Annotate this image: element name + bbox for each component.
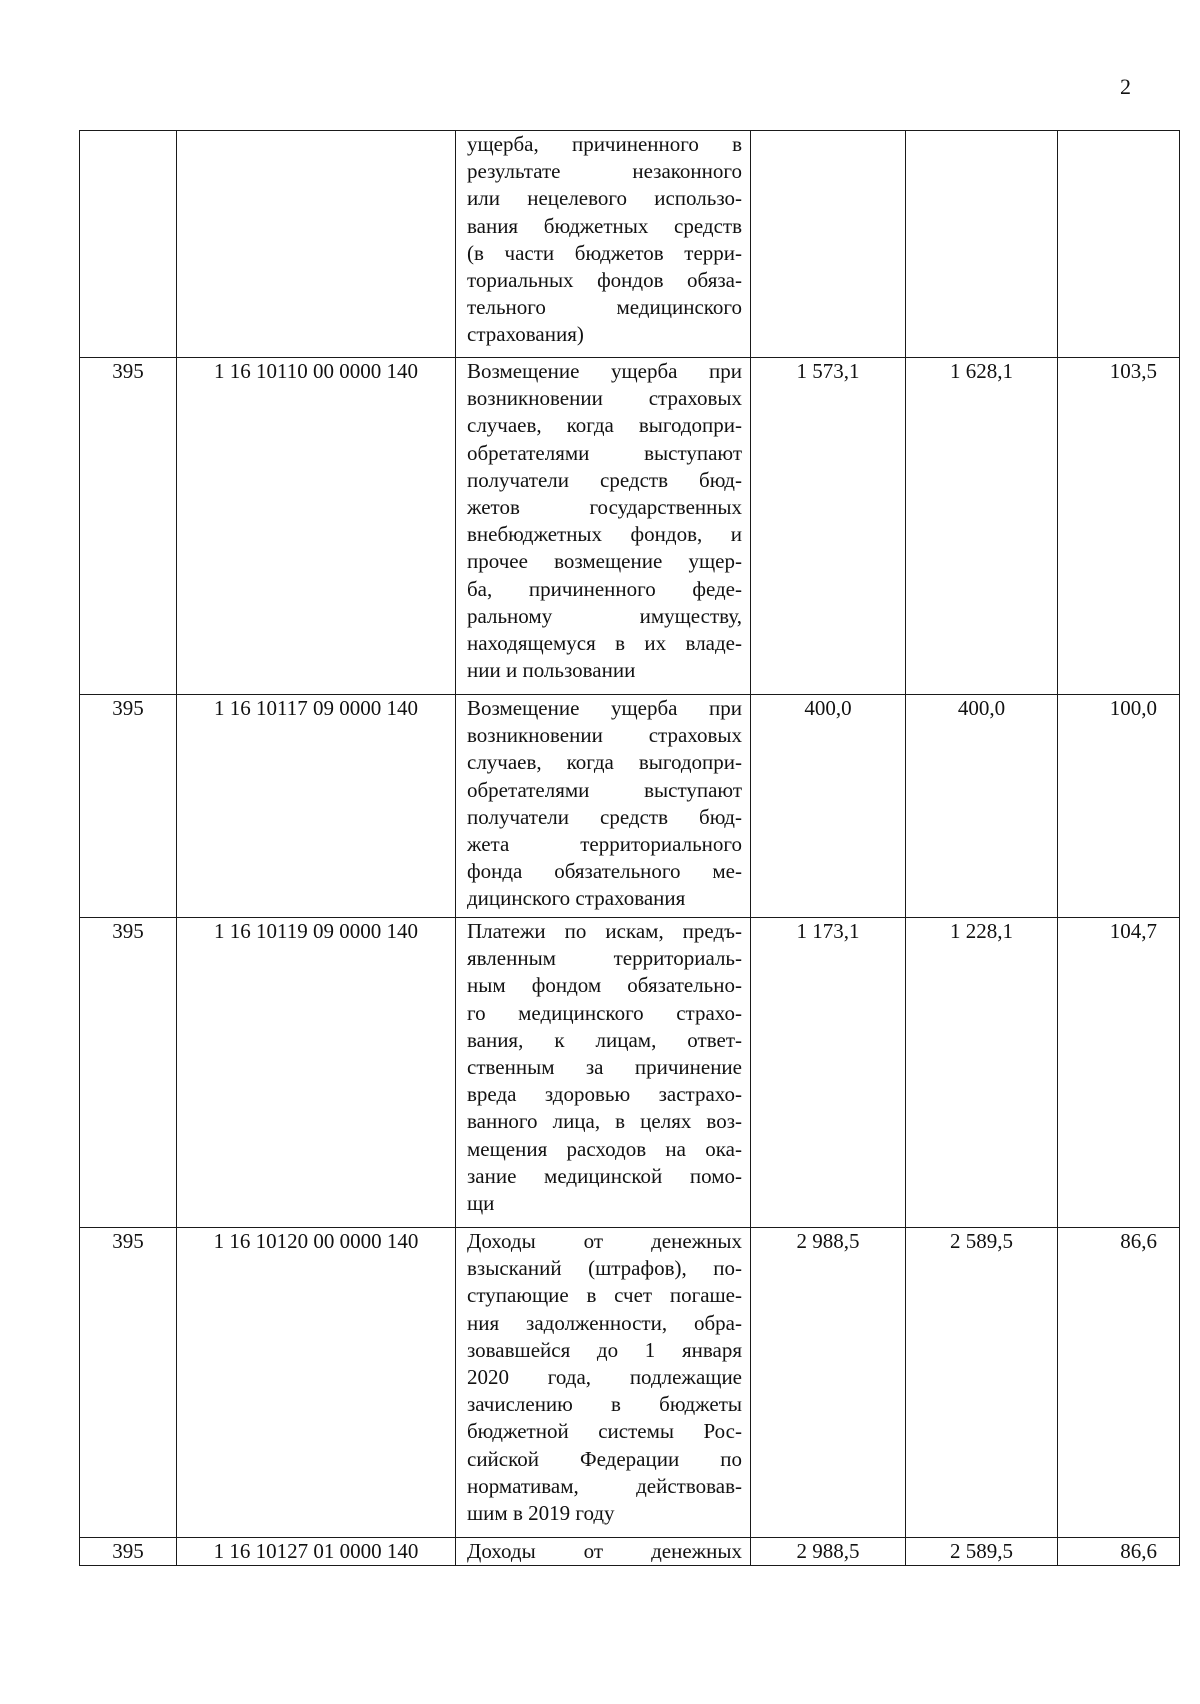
actual-value-cell: 1 628,1 [906,358,1058,695]
plan-value-cell: 1 173,1 [751,918,906,1228]
description-line: случаев, когда выгодопри- [467,413,742,438]
description-line: фонда обязательного ме- [467,859,742,884]
description-line: возникновении страховых [467,386,742,411]
description-line: Возмещение ущерба при [467,359,742,383]
kbk-code-cell: 1 16 10127 01 0000 140 [177,1538,456,1566]
table-row [80,1538,1180,1566]
description-line: жетов государственных [467,495,742,520]
description-line: ным фондом обязательно- [467,973,742,998]
description-line: ванного лица, в целях воз- [467,1109,742,1134]
admin-code-cell: 395 [80,1538,177,1566]
description-line: вреда здоровью застрахо- [467,1082,742,1107]
description-line: щи [467,1191,495,1216]
description-cell [456,131,751,358]
table-row [80,1228,1180,1538]
description-line: явленным территориаль- [467,946,742,971]
admin-code-cell [80,131,177,358]
description-line: нии и пользовании [467,658,636,683]
description-cell [456,1538,751,1566]
description-line: результате незаконного [467,159,742,184]
description-line: прочее возмещение ущер- [467,549,742,574]
description-line: тельного медицинского [467,295,742,320]
percent-cell: 100,0 [1058,695,1180,918]
description-line: или нецелевого использо- [467,186,742,211]
admin-code-cell: 395 [80,1228,177,1538]
kbk-code-cell: 1 16 10120 00 0000 140 [177,1228,456,1538]
description-cell [456,1228,751,1538]
kbk-code-cell: 1 16 10110 00 0000 140 [177,358,456,695]
table-row [80,918,1180,1228]
percent-cell: 86,6 [1058,1538,1180,1566]
plan-value-cell: 2 988,5 [751,1228,906,1538]
description-line: зание медицинской помо- [467,1163,742,1188]
description-line: шим в 2019 году [467,1501,615,1526]
description-line: находящемуся в их владе- [467,631,742,656]
description-cell [456,358,751,695]
plan-value-cell [751,131,906,358]
description-line: ственным за причинение [467,1055,742,1080]
kbk-code-cell: 1 16 10119 09 0000 140 [177,918,456,1228]
description-line: сийской Федерации по [467,1446,742,1471]
description-line: случаев, когда выгодопри- [467,750,742,775]
admin-code-cell: 395 [80,918,177,1228]
percent-cell: 104,7 [1058,918,1180,1228]
admin-code-cell: 395 [80,358,177,695]
table-row [80,358,1180,695]
description-line: дицинского страхования [467,886,686,911]
actual-value-cell: 2 589,5 [906,1538,1058,1566]
description-line: ба, причиненного феде- [467,576,742,601]
plan-value-cell: 1 573,1 [751,358,906,695]
description-line: 2020 года, подлежащие [467,1365,742,1390]
kbk-code-cell [177,131,456,358]
description-line: бюджетной системы Рос- [467,1419,742,1444]
description-line: го медицинского страхо- [467,1000,742,1025]
description-line: возникновении страховых [467,723,742,748]
description-line: ступающие в счет погаше- [467,1283,742,1308]
description-cell [456,695,751,918]
description-line: получатели средств бюд- [467,804,742,829]
page-number: 2 [1120,74,1131,99]
actual-value-cell: 1 228,1 [906,918,1058,1228]
description-line: ториальных фондов обяза- [467,268,742,293]
admin-code-cell: 395 [80,695,177,918]
description-line: страхования) [467,322,584,347]
percent-cell [1058,131,1180,358]
description-line: нормативам, действовав- [467,1473,742,1498]
table-row [80,131,1180,358]
description-line: зачислению в бюджеты [467,1392,742,1417]
description-line: Возмещение ущерба при [467,696,742,720]
description-line: зовавшейся до 1 января [467,1337,742,1362]
actual-value-cell [906,131,1058,358]
description-line: Платежи по искам, предъ- [467,919,742,943]
percent-cell: 86,6 [1058,1228,1180,1538]
revenue-table [79,130,1180,1566]
description-line: ральному имуществу, [467,603,742,628]
description-line: внебюджетных фондов, и [467,522,742,547]
description-line: Доходы от денежных [467,1229,742,1253]
description-line: ущерба, причиненного в [467,132,742,156]
description-line: вания бюджетных средств [467,213,742,238]
description-cell [456,918,751,1228]
description-line: (в части бюджетов терри- [467,240,742,265]
plan-value-cell: 400,0 [751,695,906,918]
description-line: обретателями выступают [467,440,742,465]
kbk-code-cell: 1 16 10117 09 0000 140 [177,695,456,918]
description-line: получатели средств бюд- [467,467,742,492]
table-row [80,695,1180,918]
description-line: обретателями выступают [467,777,742,802]
percent-cell: 103,5 [1058,358,1180,695]
description-line: жета территориального [467,832,742,857]
actual-value-cell: 400,0 [906,695,1058,918]
plan-value-cell: 2 988,5 [751,1538,906,1566]
description-line: ния задолженности, обра- [467,1310,742,1335]
description-line: взысканий (штрафов), по- [467,1256,742,1281]
description-line: мещения расходов на ока- [467,1136,742,1161]
actual-value-cell: 2 589,5 [906,1228,1058,1538]
description-line: Доходы от денежных [467,1539,742,1563]
description-line: вания, к лицам, ответ- [467,1027,742,1052]
